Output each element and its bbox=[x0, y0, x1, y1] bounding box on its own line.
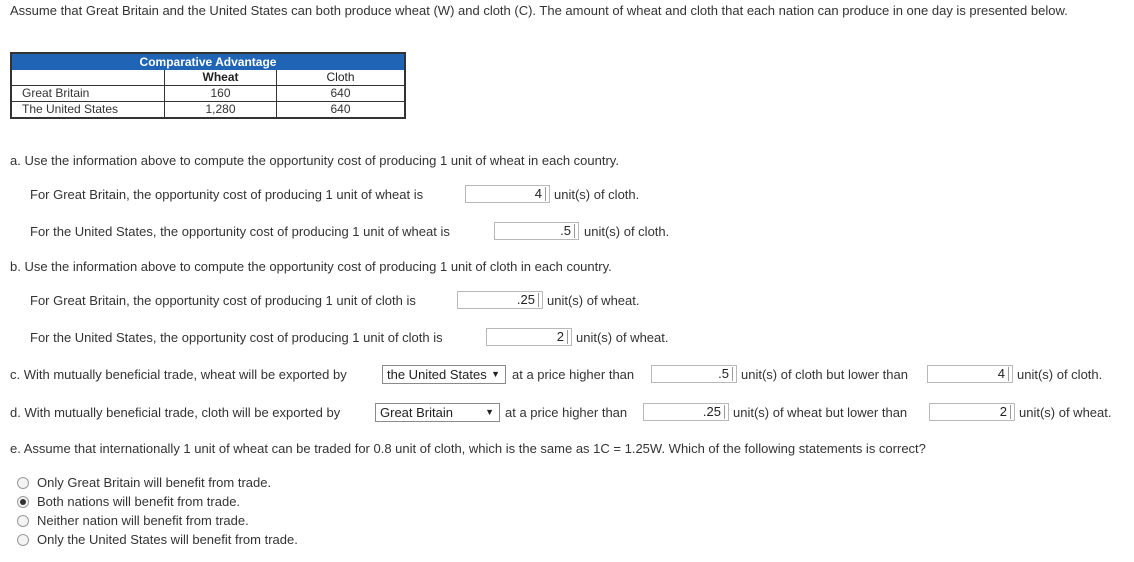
part-a-q1-answer-input[interactable]: 4 bbox=[465, 185, 550, 203]
part-b-q2-answer-input[interactable]: 2 bbox=[486, 328, 572, 346]
table-header-wheat: Wheat bbox=[165, 70, 277, 86]
intro-text: Assume that Great Britain and the United States can both produce wheat (W) and cloth (C). The amount of wheat and cloth that each nation can produce in one day is presented below. bbox=[10, 3, 1068, 18]
part-a-q2-unit: unit(s) of cloth. bbox=[584, 224, 670, 239]
option-3-label[interactable]: Neither nation will benefit from trade. bbox=[37, 513, 249, 528]
part-b-q1-unit: unit(s) of wheat. bbox=[547, 293, 640, 308]
cloth-cell: 640 bbox=[277, 86, 406, 102]
part-c-mid-text: at a price higher than bbox=[512, 367, 635, 382]
part-d-lower-input[interactable]: .25 bbox=[643, 403, 729, 421]
option-4-radio[interactable] bbox=[17, 534, 29, 546]
part-d-text: d. With mutually beneficial trade, cloth will be exported by bbox=[10, 405, 341, 420]
part-d-exporter-select[interactable] bbox=[375, 403, 500, 422]
comparative-advantage-table bbox=[10, 52, 406, 119]
option-1-label[interactable]: Only Great Britain will benefit from trade. bbox=[37, 475, 272, 490]
part-c-between-text: unit(s) of cloth but lower than bbox=[741, 367, 908, 382]
table-row bbox=[11, 102, 405, 119]
part-a-q1-text: For Great Britain, the opportunity cost of producing 1 unit of wheat is bbox=[30, 187, 424, 202]
country-cell: Great Britain bbox=[11, 86, 165, 102]
wheat-cell: 160 bbox=[165, 86, 277, 102]
table-row bbox=[11, 86, 405, 102]
part-e-prompt: e. Assume that internationally 1 unit of wheat can be traded for 0.8 unit of cloth, which is the same as 1C = 1.25W. Which of the following statements is correct? bbox=[10, 441, 926, 456]
part-a-q2-answer-input[interactable]: .5 bbox=[494, 222, 579, 240]
part-b-q2-text: For the United States, the opportunity cost of producing 1 unit of cloth is bbox=[30, 330, 443, 345]
part-a-q1-unit: unit(s) of cloth. bbox=[554, 187, 640, 202]
part-c-lower-input[interactable]: .5 bbox=[651, 365, 737, 383]
part-a-prompt: a. Use the information above to compute the opportunity cost of producing 1 unit of wheat in each country. bbox=[10, 153, 619, 168]
part-b-q2-unit: unit(s) of wheat. bbox=[576, 330, 669, 345]
part-c-unit: unit(s) of cloth. bbox=[1017, 367, 1103, 382]
part-d-exporter-value: Great Britain bbox=[380, 405, 453, 420]
part-d-unit: unit(s) of wheat. bbox=[1019, 405, 1112, 420]
part-c-exporter-select[interactable] bbox=[382, 365, 506, 384]
part-d-between-text: unit(s) of wheat but lower than bbox=[733, 405, 908, 420]
chevron-down-icon: ▼ bbox=[491, 369, 500, 379]
part-b-prompt: b. Use the information above to compute the opportunity cost of producing 1 unit of cloth in each country. bbox=[10, 259, 612, 274]
part-d-mid-text: at a price higher than bbox=[505, 405, 628, 420]
part-d-upper-input[interactable]: 2 bbox=[929, 403, 1015, 421]
table-header-cloth: Cloth bbox=[277, 70, 406, 86]
country-cell: The United States bbox=[11, 102, 165, 119]
option-3-radio[interactable] bbox=[17, 515, 29, 527]
part-c-upper-input[interactable]: 4 bbox=[927, 365, 1013, 383]
part-b-q1-text: For Great Britain, the opportunity cost of producing 1 unit of cloth is bbox=[30, 293, 416, 308]
table-header-blank bbox=[11, 70, 165, 86]
option-2-radio[interactable] bbox=[17, 496, 29, 508]
option-1-radio[interactable] bbox=[17, 477, 29, 489]
table-caption: Comparative Advantage bbox=[11, 53, 405, 70]
part-a-q2-text: For the United States, the opportunity cost of producing 1 unit of wheat is bbox=[30, 224, 450, 239]
part-b-q1-answer-input[interactable]: .25 bbox=[457, 291, 543, 309]
cloth-cell: 640 bbox=[330, 102, 351, 116]
option-4-label[interactable]: Only the United States will benefit from trade. bbox=[37, 532, 298, 547]
wheat-cell: 1,280 bbox=[165, 102, 277, 119]
part-c-text: c. With mutually beneficial trade, wheat will be exported by bbox=[10, 367, 347, 382]
option-2-label[interactable]: Both nations will benefit from trade. bbox=[37, 494, 241, 509]
part-c-exporter-value: the United States bbox=[387, 367, 487, 382]
chevron-down-icon: ▼ bbox=[485, 407, 494, 417]
